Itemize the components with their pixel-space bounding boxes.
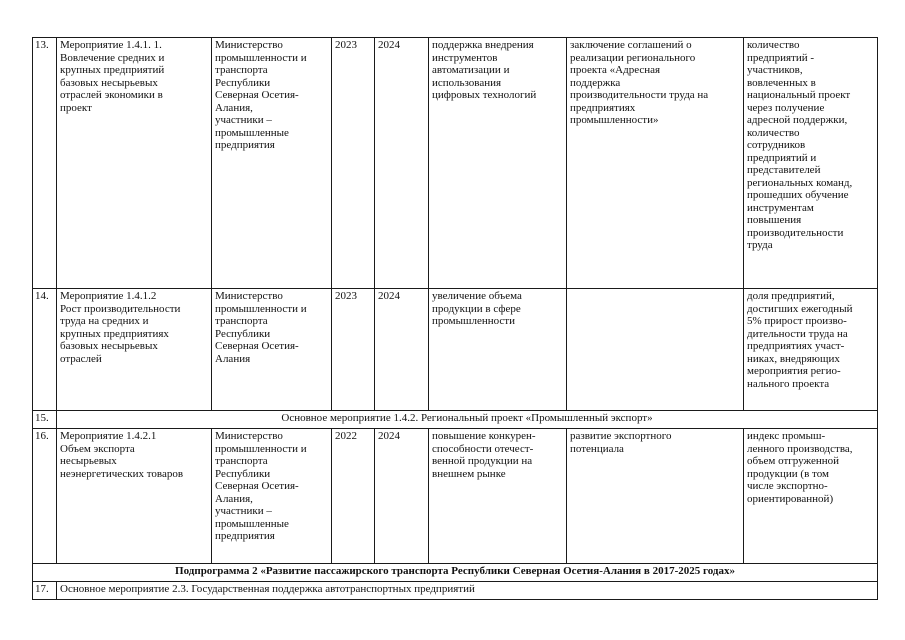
program-table <box>32 37 878 600</box>
subprogram-row <box>33 564 878 582</box>
table-row-13 <box>33 38 878 289</box>
link-cell: развитие экспортного потенциала <box>567 429 744 564</box>
row-number: 15. <box>33 411 57 429</box>
event-cell: Мероприятие 1.4.1.2 Рост производительности труда на средних и крупных предприятиях базовых несырьевых отраслей <box>57 289 212 411</box>
table-row-17 <box>33 582 878 600</box>
main-event-heading: Основное мероприятие 1.4.2. Региональный проект «Промышленный экспорт» <box>57 411 878 429</box>
table-row-15 <box>33 411 878 429</box>
link-cell <box>567 289 744 411</box>
executor-cell: Министерство промышленности и транспорта Республики Северная Осетия- Алания, участники – промышленные предприятия <box>212 429 332 564</box>
indicator-cell: доля предприятий, достигших ежегодный 5% прирост произво- дительности труда на предприятиях участ- никах, внедряющих мероприятия регио- нального проекта <box>744 289 878 411</box>
expected-result-cell: увеличение объема продукции в сфере промышленности <box>429 289 567 411</box>
expected-result-cell: поддержка внедрения инструментов автоматизации и использования цифровых технологий <box>429 38 567 289</box>
end-year-cell: 2024 <box>375 429 429 564</box>
row-number: 14. <box>33 289 57 411</box>
event-cell: Мероприятие 1.4.1. 1. Вовлечение средних и крупных предприятий базовых несырьевых отраслей экономики в проект <box>57 38 212 289</box>
indicator-cell: количество предприятий - участников, вовлеченных в национальный проект через получение адресной поддержки, количество сотрудников предприятий и представителей региональных команд, прошедших обучение инструментам повышения производительности труда <box>744 38 878 289</box>
end-year-cell: 2024 <box>375 38 429 289</box>
indicator-cell: индекс промыш- ленного производства, объем отгруженной продукции (в том числе экспортно- ориентированной) <box>744 429 878 564</box>
executor-cell: Министерство промышленности и транспорта Республики Северная Осетия- Алания <box>212 289 332 411</box>
row-number: 17. <box>33 582 57 600</box>
event-cell: Мероприятие 1.4.2.1 Объем экспорта несырьевых неэнергетических товаров <box>57 429 212 564</box>
end-year-cell: 2024 <box>375 289 429 411</box>
row-number: 16. <box>33 429 57 564</box>
expected-result-cell: повышение конкурен- способности отечест- венной продукции на внешнем рынке <box>429 429 567 564</box>
start-year-cell: 2022 <box>332 429 375 564</box>
main-event-heading: Основное мероприятие 2.3. Государственная поддержка автотранспортных предприятий <box>57 582 878 600</box>
executor-cell: Министерство промышленности и транспорта Республики Северная Осетия- Алания, участники – промышленные предприятия <box>212 38 332 289</box>
row-number: 13. <box>33 38 57 289</box>
table-row-14 <box>33 289 878 411</box>
subprogram-heading: Подпрограмма 2 «Развитие пассажирского транспорта Республики Северная Осетия-Алания в 2017-2025 годах» <box>33 564 878 582</box>
link-cell: заключение соглашений о реализации регионального проекта «Адресная поддержка производительности труда на предприятиях промышленности» <box>567 38 744 289</box>
table-row-16 <box>33 429 878 564</box>
start-year-cell: 2023 <box>332 289 375 411</box>
start-year-cell: 2023 <box>332 38 375 289</box>
